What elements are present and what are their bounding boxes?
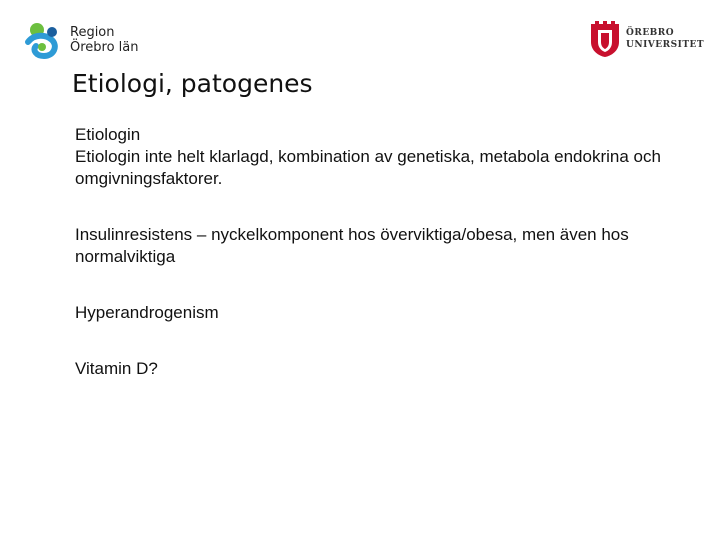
region-logo-text: [70, 25, 139, 55]
content-subhead: Etiologin: [75, 125, 141, 144]
paragraph-vitamin-d: Vitamin D?: [75, 359, 158, 378]
region-logo-line1: Region: [70, 25, 115, 40]
region-logo-line2: Örebro län: [70, 40, 139, 55]
orebro-universitet-logo: [589, 20, 704, 58]
university-logo-line2: UNIVERSITET: [626, 40, 705, 50]
university-logo-text: [626, 27, 704, 51]
slide-title: Etiologi, patogenes: [72, 69, 313, 98]
region-orebro-lan-logo: [24, 20, 139, 60]
paragraph-hyperandrogenism: Hyperandrogenism: [75, 303, 219, 322]
paragraph-etiology: Etiologin inte helt klarlagd, kombination av genetiska, metabola endokrina och omgivningsfaktorer.: [75, 147, 661, 188]
university-logo-line1: ÖREBRO: [626, 28, 675, 38]
region-logo-icon: [24, 20, 64, 60]
university-crest-icon: [589, 20, 621, 58]
slide-content: [75, 124, 675, 380]
paragraph-insulin-resistance: Insulinresistens – nyckelkomponent hos överviktiga/obesa, men även hos normalviktiga: [75, 225, 629, 266]
